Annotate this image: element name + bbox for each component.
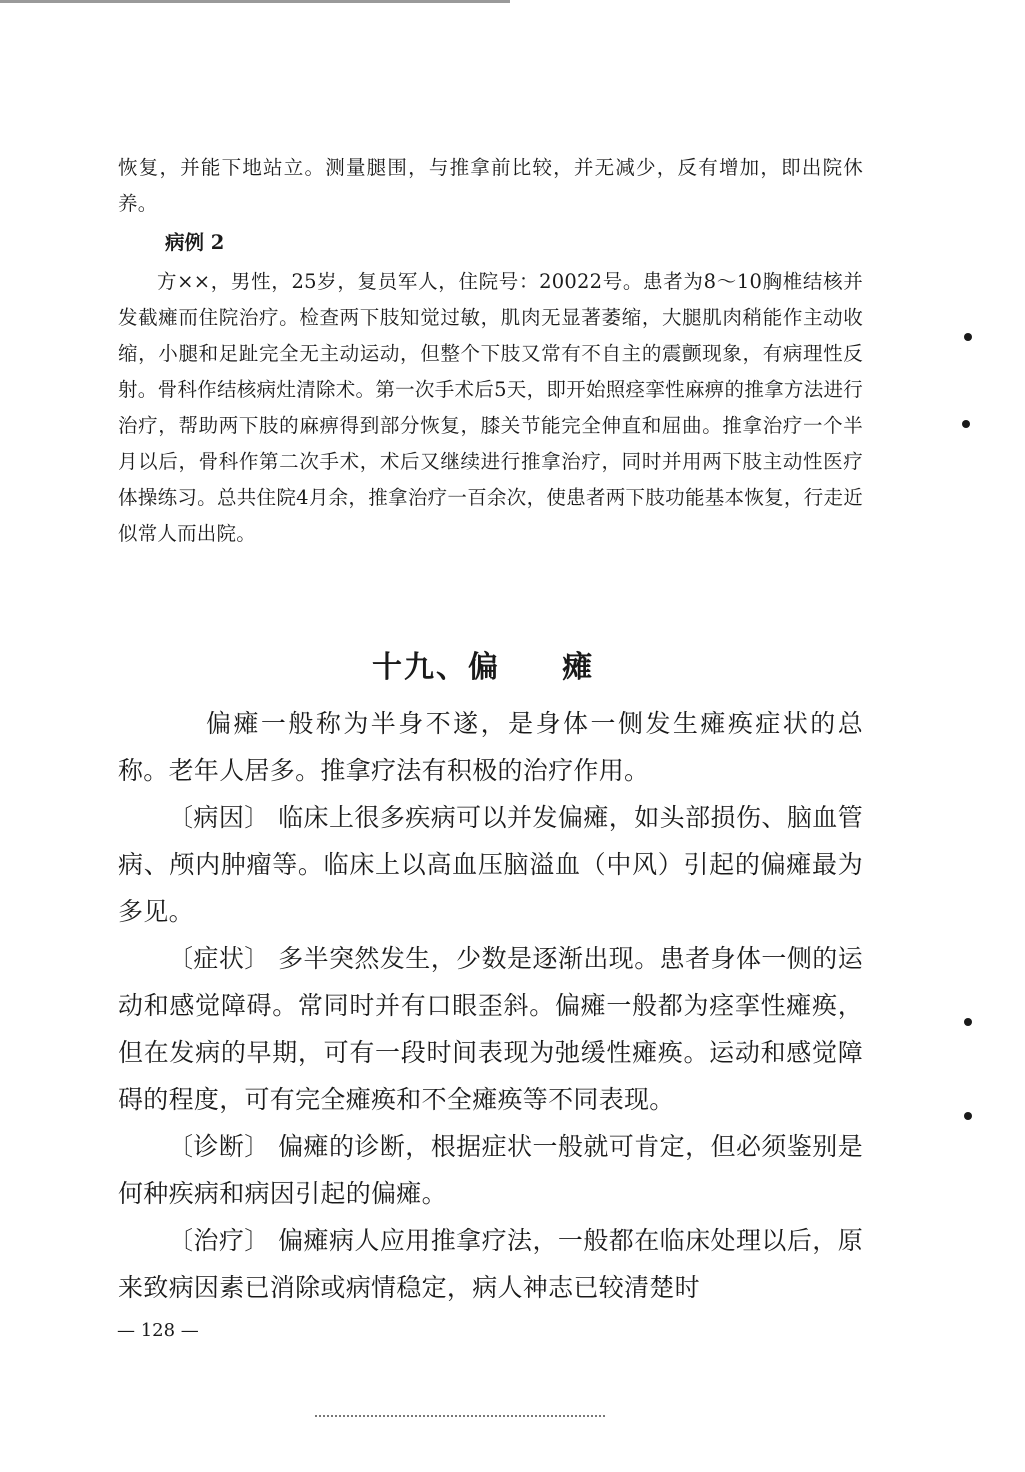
- diagnosis-paragraph: 〔诊断〕 偏瘫的诊断，根据症状一般就可肯定，但必须鉴别是何种疾病和病因引起的偏瘫。: [118, 1132, 863, 1208]
- case1-tail-block: [118, 150, 863, 222]
- symptoms-paragraph: 〔症状〕 多半突然发生，少数是逐渐出现。患者身体一侧的运动和感觉障碍。常同时并有口眼歪斜。偏瘫一般都为痉挛性瘫痪，但在发病的早期，可有一段时间表现为弛缓性瘫痪。运动和感觉障碍的程度，可有完全瘫痪和不全瘫痪等不同表现。: [118, 944, 863, 1114]
- etiology-paragraph: 〔病因〕 临床上很多疾病可以并发偏瘫，如头部损伤、脑血管病、颅内肿瘤等。临床上以高血压脑溢血（中风）引起的偏瘫最为多见。: [118, 803, 863, 926]
- case2-heading: 病例 2: [165, 231, 225, 254]
- page-number: — 128 —: [117, 1320, 199, 1341]
- case2-block: [118, 264, 863, 552]
- treatment-paragraph: 〔治疗〕 偏瘫病人应用推拿疗法，一般都在临床处理以后，原来致病因素已消除或病情稳定，病人神志已较清楚时: [118, 1226, 863, 1302]
- bottom-scan-rule: [315, 1415, 605, 1419]
- top-scan-rule: [0, 0, 510, 3]
- case2-paragraph: 方××，男性，25岁，复员军人，住院号：20022号。患者为8～10胸椎结核并发截瘫而住院治疗。检查两下肢知觉过敏，肌肉无显著萎缩，大腿肌肉稍能作主动收缩，小腿和足趾完全无主动运动，但整个下肢又常有不自主的震颤现象，有病理性反射。骨科作结核病灶清除术。第一次手术后5天，即开始照痉挛性麻痹的推拿方法进行治疗，帮助两下肢的麻痹得到部分恢复，膝关节能完全伸直和屈曲。推拿治疗一个半月以后，骨科作第二次手术，术后又继续进行推拿治疗，同时并用两下肢主动性医疗体操练习。总共住院4月余，推拿治疗一百余次，使患者两下肢功能基本恢复，行走近似常人而出院。: [118, 270, 863, 545]
- case1-tail-paragraph: 恢复，并能下地站立。测量腿围，与推拿前比较，并无减少，反有增加，即出院休养。: [118, 156, 863, 215]
- intro-paragraph: 偏瘫一般称为半身不遂，是身体一侧发生瘫痪症状的总称。老年人居多。推拿疗法有积极的治疗作用。: [118, 709, 863, 785]
- margin-dot: [964, 1018, 972, 1026]
- section-body: [118, 700, 863, 1311]
- section-title: 十九、偏 瘫: [372, 650, 595, 685]
- margin-dot: [962, 420, 970, 428]
- margin-dot: [964, 333, 972, 341]
- margin-dot: [964, 1112, 972, 1120]
